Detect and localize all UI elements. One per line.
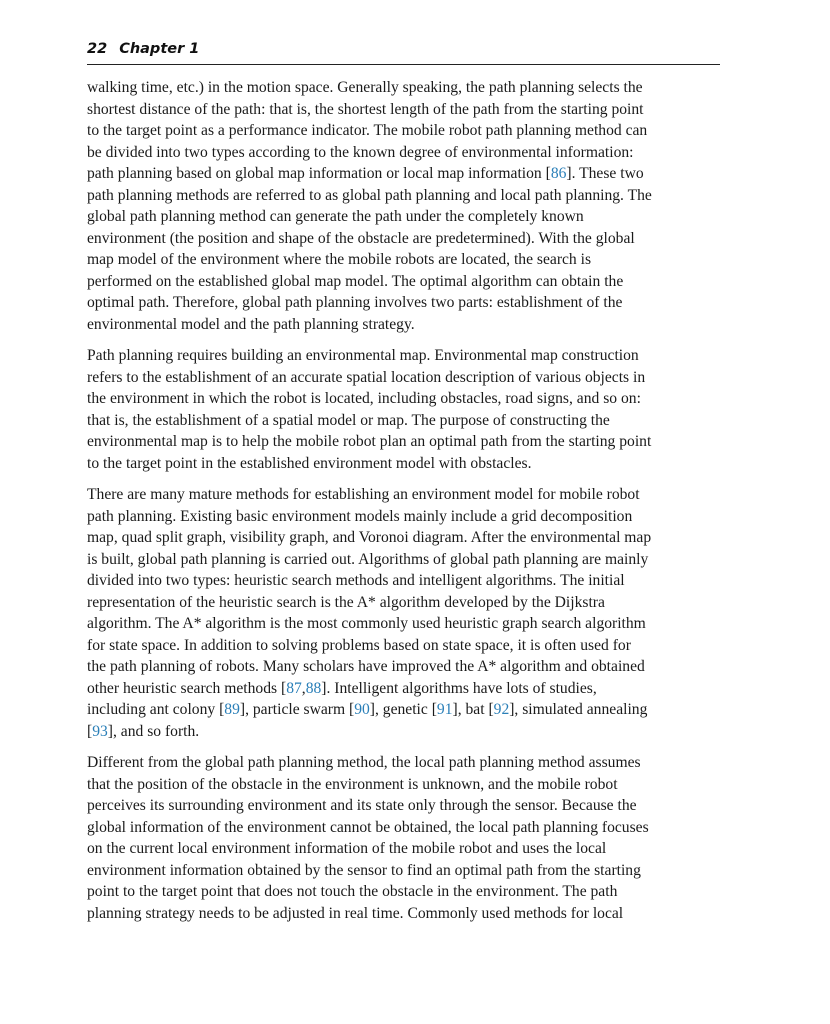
text-line: [87, 206, 727, 228]
text-line: [87, 99, 727, 121]
text-segment: [: [87, 722, 93, 740]
text-line: [87, 881, 727, 903]
text-segment: ], simulated annealing: [509, 701, 648, 718]
text-line: [87, 410, 727, 432]
text-line: [87, 592, 727, 614]
text-segment: environment information obtained by the sensor to find an optimal path from the starting: [87, 861, 641, 879]
text-segment: to the target point in the established environment model with obstacles.: [87, 454, 532, 472]
text-segment: on the current local environment information of the mobile robot and uses the local: [87, 840, 607, 857]
text-line: [87, 570, 727, 592]
text-segment: perceives its surrounding environment and its state only through the sensor. Because the: [87, 797, 637, 814]
text-segment: planning strategy needs to be adjusted in real time. Commonly used methods for local: [87, 904, 624, 922]
text-line: [87, 388, 727, 410]
citation-link[interactable]: 91: [436, 701, 453, 718]
text-segment: divided into two types: heuristic search methods and intelligent algorithms. The initial: [87, 572, 625, 589]
text-segment: to the target point as a performance indicator. The mobile robot path planning method can: [87, 122, 648, 139]
text-segment: global path planning method can generate the path under the completely known: [87, 208, 584, 225]
text-segment: that the position of the obstacle in the environment is unknown, and the mobile robot: [87, 775, 618, 793]
text-line: [87, 527, 727, 549]
text-line: [87, 721, 727, 743]
text-segment: ], bat [: [452, 701, 494, 718]
text-segment: path planning methods are referred to as global path planning and local path planning. The: [87, 186, 652, 204]
text-line: [87, 271, 727, 293]
text-line: [87, 860, 727, 882]
text-segment: the environment in which the robot is located, including obstacles, road signs, and so on:: [87, 390, 641, 407]
text-segment: including ant colony [: [87, 701, 225, 718]
citation-link[interactable]: 92: [493, 701, 510, 718]
text-line: [87, 549, 727, 571]
text-segment: representation of the heuristic search is the A* algorithm developed by the Dijkstra: [87, 593, 605, 611]
text-segment: for state space. In addition to solving problems based on state space, it is often used for: [87, 636, 631, 654]
text-line: [87, 77, 727, 99]
text-line: [87, 506, 727, 528]
text-line: [87, 903, 727, 925]
text-line: [87, 228, 727, 250]
paragraph: [87, 484, 727, 742]
chapter-title: Chapter 1: [119, 41, 200, 57]
text-segment: the path planning of robots. Many scholars have improved the A* algorithm and obtained: [87, 658, 645, 675]
text-segment: ], particle swarm [: [239, 701, 355, 718]
text-segment: walking time, etc.) in the motion space. Generally speaking, the path planning selects the: [87, 79, 643, 96]
text-segment: is built, global path planning is carried out. Algorithms of global path planning are mainly: [87, 550, 649, 568]
text-segment: ]. Intelligent algorithms have lots of studies,: [321, 679, 597, 697]
text-line: [87, 752, 727, 774]
text-segment: Different from the global path planning method, the local path planning method assumes: [87, 754, 641, 771]
citation-link[interactable]: 87: [286, 679, 302, 697]
text-segment: shortest distance of the path: that is, the shortest length of the path from the starting point: [87, 100, 644, 118]
paragraph: [87, 752, 727, 924]
text-segment: algorithm. The A* algorithm is the most commonly used heuristic graph search algorithm: [87, 615, 646, 632]
page-number: 22: [87, 41, 108, 57]
text-segment: ], genetic [: [369, 701, 437, 718]
running-head: [87, 38, 720, 65]
text-line: [87, 795, 727, 817]
text-segment: map model of the environment where the mobile robots are located, the search is: [87, 251, 592, 268]
text-segment: performed on the established global map model. The optimal algorithm can obtain the: [87, 272, 624, 290]
text-segment: global information of the environment cannot be obtained, the local path planning focuses: [87, 818, 649, 836]
text-segment: path planning based on global map information or local map information [: [87, 165, 551, 182]
text-segment: be divided into two types according to the known degree of environmental information:: [87, 143, 634, 161]
text-line: [87, 635, 727, 657]
text-line: [87, 185, 727, 207]
text-line: [87, 453, 727, 475]
text-line: [87, 613, 727, 635]
text-segment: optimal path. Therefore, global path planning involves two parts: establishment of the: [87, 294, 623, 311]
text-line: [87, 678, 727, 700]
body-text: [87, 77, 727, 934]
text-segment: ], and so forth.: [107, 722, 200, 740]
text-segment: environment (the position and shape of the obstacle are predetermined). With the global: [87, 229, 635, 247]
text-segment: environmental model and the path planning strategy.: [87, 315, 415, 333]
citation-link[interactable]: 93: [92, 722, 108, 740]
text-segment: point to the target point that does not touch the obstacle in the environment. The path: [87, 883, 618, 900]
text-segment: other heuristic search methods [: [87, 679, 287, 697]
citation-link[interactable]: 89: [224, 701, 240, 718]
citation-link[interactable]: 88: [305, 679, 322, 697]
text-segment: There are many mature methods for establishing an environment model for mobile robot: [87, 486, 640, 503]
text-line: [87, 774, 727, 796]
citation-link[interactable]: 90: [354, 701, 370, 718]
text-segment: environmental map is to help the mobile robot plan an optimal path from the starting point: [87, 433, 652, 450]
text-line: [87, 838, 727, 860]
text-line: [87, 292, 727, 314]
text-line: [87, 314, 727, 336]
text-line: [87, 656, 727, 678]
text-segment: that is, the establishment of a spatial model or map. The purpose of constructing the: [87, 411, 610, 429]
text-line: [87, 120, 727, 142]
text-line: [87, 431, 727, 453]
paragraph: [87, 77, 727, 335]
text-line: [87, 367, 727, 389]
text-segment: refers to the establishment of an accurate spatial location description of various objects in: [87, 368, 646, 386]
text-line: [87, 484, 727, 506]
text-segment: map, quad split graph, visibility graph, and Voronoi diagram. After the environmental map: [87, 529, 652, 546]
text-segment: path planning. Existing basic environment models mainly include a grid decomposition: [87, 507, 633, 525]
text-line: [87, 163, 727, 185]
text-segment: ]. These two: [566, 165, 644, 182]
text-line: [87, 699, 727, 721]
text-segment: Path planning requires building an environmental map. Environmental map construction: [87, 347, 639, 364]
text-line: [87, 142, 727, 164]
text-line: [87, 345, 727, 367]
text-line: [87, 817, 727, 839]
text-line: [87, 249, 727, 271]
text-segment: ,: [301, 679, 306, 697]
citation-link[interactable]: 86: [550, 165, 567, 182]
paragraph: [87, 345, 727, 474]
